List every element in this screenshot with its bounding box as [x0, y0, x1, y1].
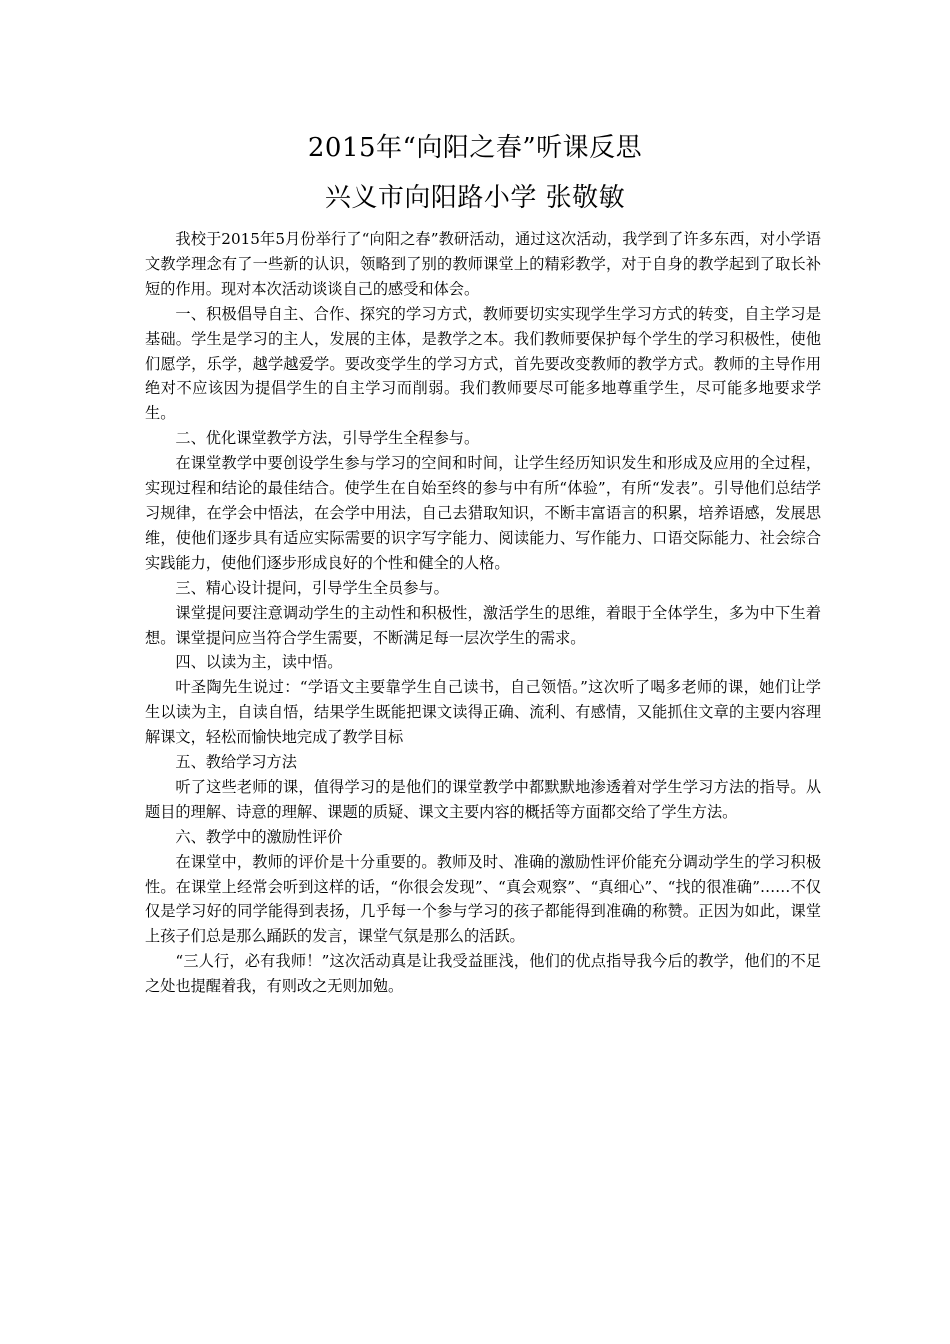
heading-point-2: 二、优化课堂教学方法，引导学生全程参与。	[175, 429, 480, 448]
document-author-line: 兴义市向阳路小学 张敬敏	[324, 183, 626, 213]
paragraph-point-6-body: 在课堂中，教师的评价是十分重要的。教师及时、准确的激励性评价能充分调动学生的学习积极性。在课堂上经常会听到这样的话，“你很会发现”、“真会观察”、“真细心”、“找的很准确”……不仅仅是学习好的同学能得到表扬，几乎每一个参与学习的孩子都能得到准确的称赞。正因为如此，课堂上孩子们总是那么踊跃的发言，课堂气氛是那么的活跃。	[145, 852, 821, 946]
paragraph-point-3-body: 课堂提问要注意调动学生的主动性和积极性，激活学生的思维，着眼于全体学生，多为中下生着想。课堂提问应当符合学生需要，不断满足每一层次学生的需求。	[145, 603, 821, 647]
paragraph-intro: 我校于2015年5月份举行了“向阳之春”教研活动，通过这次活动，我学到了许多东西，对小学语文教学理念有了一些新的认识，领略到了别的教师课堂上的精彩教学，对于自身的教学起到了取长补短的作用。现对本次活动谈谈自己的感受和体会。	[145, 230, 821, 298]
heading-point-6: 六、教学中的激励性评价	[175, 827, 343, 846]
heading-point-3: 三、精心设计提问，引导学生全员参与。	[175, 578, 449, 597]
paragraph-point-2-body: 在课堂教学中要创设学生参与学习的空间和时间，让学生经历知识发生和形成及应用的全过程，实现过程和结论的最佳结合。使学生在自始至终的参与中有所“体验”，有所“发表”。引导他们总结学习规律，在学会中悟法，在会学中用法，自己去猎取知识，不断丰富语言的积累，培养语感，发展思维，使他们逐步具有适应实际需要的识字写字能力、阅读能力、写作能力、口语交际能力、社会综合实践能力，使他们逐步形成良好的个性和健全的人格。	[145, 454, 821, 572]
document-title: 2015年“向阳之春”听课反思	[307, 133, 643, 163]
paragraph-conclusion: “三人行，必有我师！”这次活动真是让我受益匪浅，他们的优点指导我今后的教学，他们的不足之处也提醒着我，有则改之无则加勉。	[145, 952, 821, 996]
document-body	[145, 227, 821, 999]
paragraph-point-4-body: 叶圣陶先生说过：“学语文主要靠学生自己读书，自己领悟。”这次听了喝多老师的课，她们让学生以读为主，自读自悟，结果学生既能把课文读得正确、流利、有感情，又能抓住文章的主要内容理解课文，轻松而愉快地完成了教学目标	[145, 678, 821, 747]
paragraph-point-5-body: 听了这些老师的课，值得学习的是他们的课堂教学中都默默地渗透着对学生学习方法的指导。从题目的理解、诗意的理解、课题的质疑、课文主要内容的概括等方面都交给了学生方法。	[145, 777, 821, 821]
heading-point-5: 五、教给学习方法	[175, 753, 297, 772]
heading-point-4: 四、以读为主，读中悟。	[175, 653, 343, 672]
paragraph-point-1: 一、积极倡导自主、合作、探究的学习方式，教师要切实实现学生学习方式的转变，自主学习是基础。学生是学习的主人，发展的主体，是教学之本。我们教师要保护每个学生的学习积极性，使他们愿学，乐学，越学越爱学。要改变学生的学习方式，首先要改变教师的教学方式。教师的主导作用绝对不应该因为提倡学生的自主学习而削弱。我们教师要尽可能多地尊重学生，尽可能多地要求学生。	[145, 304, 821, 423]
